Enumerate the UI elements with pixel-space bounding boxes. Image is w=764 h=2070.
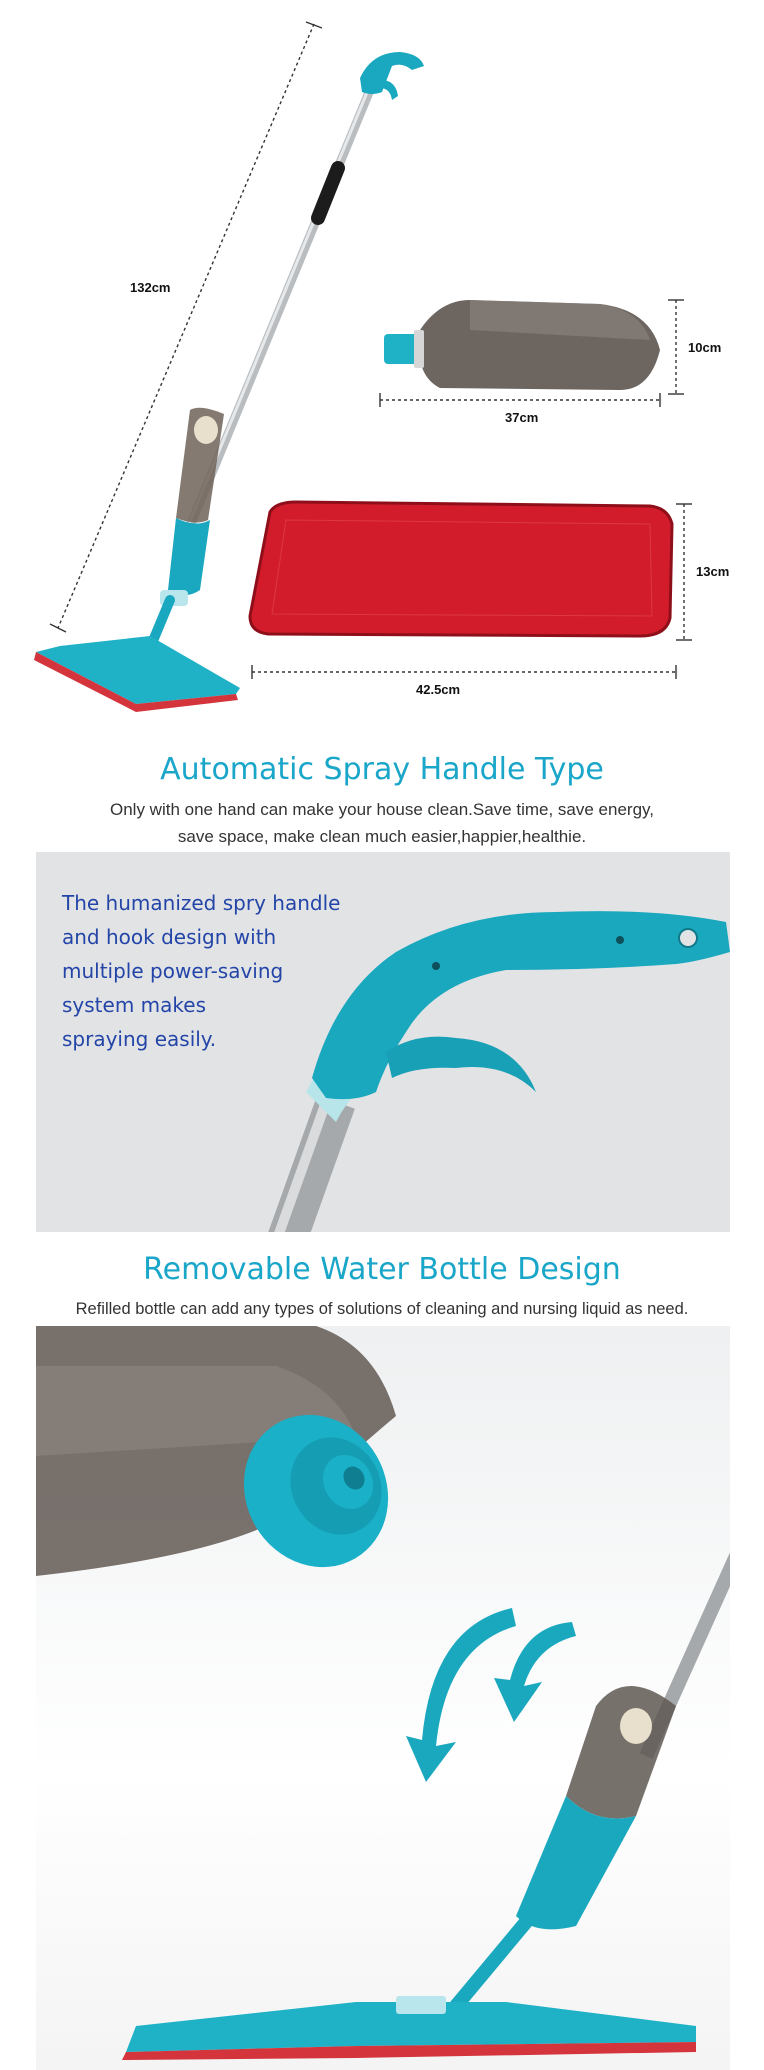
section-desc-line2: save space, make clean much easier,happier,healthie. xyxy=(177,827,587,846)
mop-bottle-small xyxy=(566,1686,676,1819)
mop-height-label: 132cm xyxy=(130,280,171,295)
bottle-illustration xyxy=(384,300,660,390)
trigger-shape xyxy=(386,1037,536,1092)
arrow-icon xyxy=(406,1608,516,1782)
section-title-spray-handle: Automatic Spray Handle Type xyxy=(160,752,604,787)
handle-text-line2: and hook design with xyxy=(62,925,277,949)
section-desc-line1: Only with one hand can make your house clean.Save time, save energy, xyxy=(110,800,654,819)
spray-handle-panel xyxy=(36,852,730,1232)
handle-text-line1: The humanized spry handle xyxy=(62,891,341,915)
mop-body xyxy=(168,518,210,595)
pad-length-label: 42.5cm xyxy=(416,682,461,697)
handle-text-line3: multiple power-saving xyxy=(62,959,284,983)
handle-text-line5: spraying easily. xyxy=(62,1027,217,1051)
water-bottle-panel xyxy=(36,1326,730,2070)
mop-grip xyxy=(318,168,338,218)
pad-height-label: 13cm xyxy=(696,564,730,579)
microfiber-pad xyxy=(250,502,672,636)
arrow-icon-small xyxy=(494,1622,576,1722)
section-title-water-bottle: Removable Water Bottle Design xyxy=(143,1252,621,1287)
bottle-length-label: 37cm xyxy=(505,410,539,425)
water-bottle-illustration xyxy=(36,1326,730,2070)
product-dimensions-diagram xyxy=(0,0,764,740)
bottle-height-label: 10cm xyxy=(688,340,722,355)
section2-desc: Refilled bottle can add any types of solutions of cleaning and nursing liquid as need. xyxy=(75,1300,689,1318)
handle-text-line4: system makes xyxy=(62,993,206,1017)
